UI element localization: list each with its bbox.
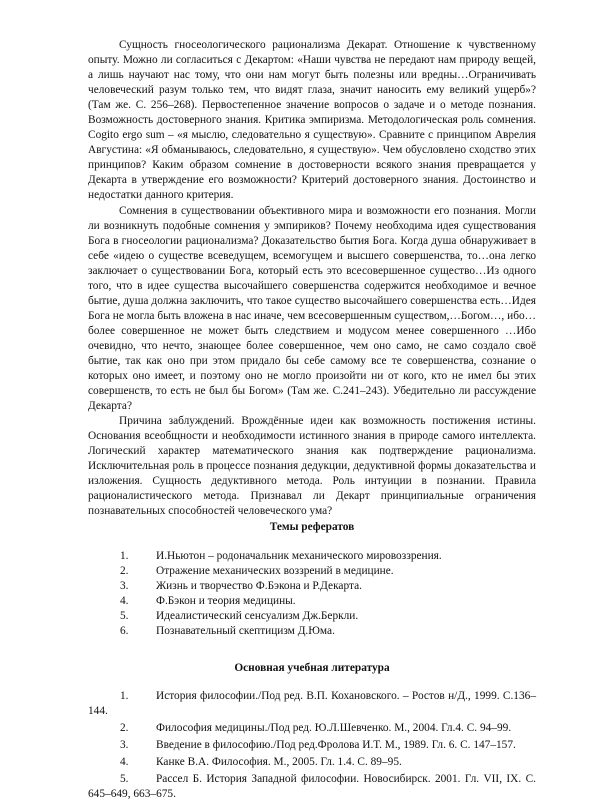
item-number: 2. <box>120 721 129 734</box>
list-item <box>88 549 536 564</box>
list-item <box>88 579 536 594</box>
item-text: История философии./Под ред. В.П. Кохановского. – Ростов н/Д., 1999. С.136–144. <box>88 689 536 717</box>
item-text: Канке В.А. Философия. М., 2005. Гл. 1.4. С. 89–95. <box>156 756 402 769</box>
paragraph-god-existence: Сомнения в существовании объективного мира и возможности его познания. Могли ли возникнуть подобные сомнения у эмпириков? Почему необходима идея существования Бога в гносеологии рационализма? Доказательство бытия Бога. Когда душа обнаруживает в себе «идею о существе всеведущем, всемогущем и высшего совершенства, то…она легко заключает о существовании Бога, который есть это всесовершенное существо…Из одного того, что в идее существа высочайшего совершенства содержится необходимое и вечное бытие, душа должна заключить, что такое существо высочайшего совершенства есть…Идея Бога не могла быть вложена в нас иначе, чем всесовершенным существом,…Богом…, ибо…более совершенное не может быть следствием и модусом менее совершенного …Ибо очевидно, что нечто, знающее более совершенное, чем оно само, не само создало своё бытие, так как оно при этом придало бы себе самому все те совершенства, сознание о которых оно имеет, и поэтому оно не могло произойти ни от кого, кто не имел бы этих совершенств, то есть не был бы Богом» (Там же. С.241–243). Убедительно ли рассуждение Декарта? <box>88 204 536 413</box>
item-number: 4. <box>120 594 129 607</box>
literature-heading: Основная учебная литература <box>234 661 390 674</box>
item-number: 1. <box>120 549 129 562</box>
topics-heading: Темы рефератов <box>269 520 355 533</box>
item-text: Отражение механических воззрений в медицине. <box>156 564 394 577</box>
item-number: 2. <box>120 564 129 577</box>
topics-list <box>88 549 536 639</box>
list-item <box>88 564 536 579</box>
list-item <box>88 609 536 624</box>
item-number: 5. <box>120 609 129 622</box>
item-text: Жизнь и творчество Ф.Бэкона и Р.Декарта. <box>156 579 362 592</box>
item-text: Ф.Бэкон и теория медицины. <box>156 594 296 607</box>
item-text: Познавательный скептицизм Д.Юма. <box>156 624 335 637</box>
item-text: Рассел Б. История Западной философии. Новосибирск. 2001. Гл. VII, IX. С. 645–649, 663–675. <box>88 773 536 801</box>
item-number: 1. <box>120 689 129 702</box>
list-item <box>88 755 536 770</box>
list-item <box>88 721 536 736</box>
document-page <box>88 38 536 804</box>
item-text: Введение в философию./Под ред.Фролова И.Т. М., 1989. Гл. 6. С. 147–157. <box>156 739 516 752</box>
list-item <box>88 772 536 802</box>
item-text: И.Ньютон – родоначальник механического мировоззрения. <box>156 549 442 562</box>
literature-list <box>88 689 536 802</box>
paragraph-errors-innate-ideas: Причина заблуждений. Врождённые идеи как возможность постижения истины. Основания всеобщности и необходимости истинного знания в природе самого интеллекта. Логический характер математического знания как подтверждение рационализма. Исключительная роль в процессе познания дедукции, дедуктивной формы доказательства и изложения. Сущность дедуктивного метода. Роль интуиции в познании. Правила рационалистического метода. Признавал ли Декарт принципиальные ограничения познавательных способностей человеческого ума? <box>88 415 536 518</box>
list-item <box>88 689 536 719</box>
item-number: 4. <box>120 756 129 769</box>
item-number: 3. <box>120 579 129 592</box>
item-text: Идеалистический сенсуализм Дж.Беркли. <box>156 609 359 622</box>
list-item <box>88 738 536 753</box>
item-text: Философия медицины./Под ред. Ю.Л.Шевченко. М., 2004. Гл.4. С. 94–99. <box>156 721 512 734</box>
list-item <box>88 594 536 609</box>
paragraph-descartes-rationalism: Сущность гносеологического рационализма Декарат. Отношение к чувственному опыту. Можно ли согласиться с Декартом: «Наши чувства не передают нам природу вещей, а лишь научают нас тому, что они нам могут быть полезны или вредны…Ограничивать человеческий разум только тем, что видят глаза, значит наносить ему великий ущерб»? (Там же. С. 256–268). Первостепенное значение вопросов о задаче и о методе познания. Возможность достоверного знания. Критика эмпиризма. Методологическая роль сомнения. Cogito ergo sum – «я мыслю, следовательно я существую». Сравните с принципом Аврелия Августина: «Я обманываюсь, следовательно, я существую». Чем обусловлено сходство этих принципов? Каким образом сомнение в достоверности всякого знания превращается у Декарта в утверждение его возможности? Критерий достоверного знания. Достоинство и недостатки данного критерия. <box>88 39 536 202</box>
list-item <box>88 624 536 639</box>
item-number: 5. <box>120 773 129 786</box>
item-number: 3. <box>120 739 129 752</box>
item-number: 6. <box>120 624 129 637</box>
